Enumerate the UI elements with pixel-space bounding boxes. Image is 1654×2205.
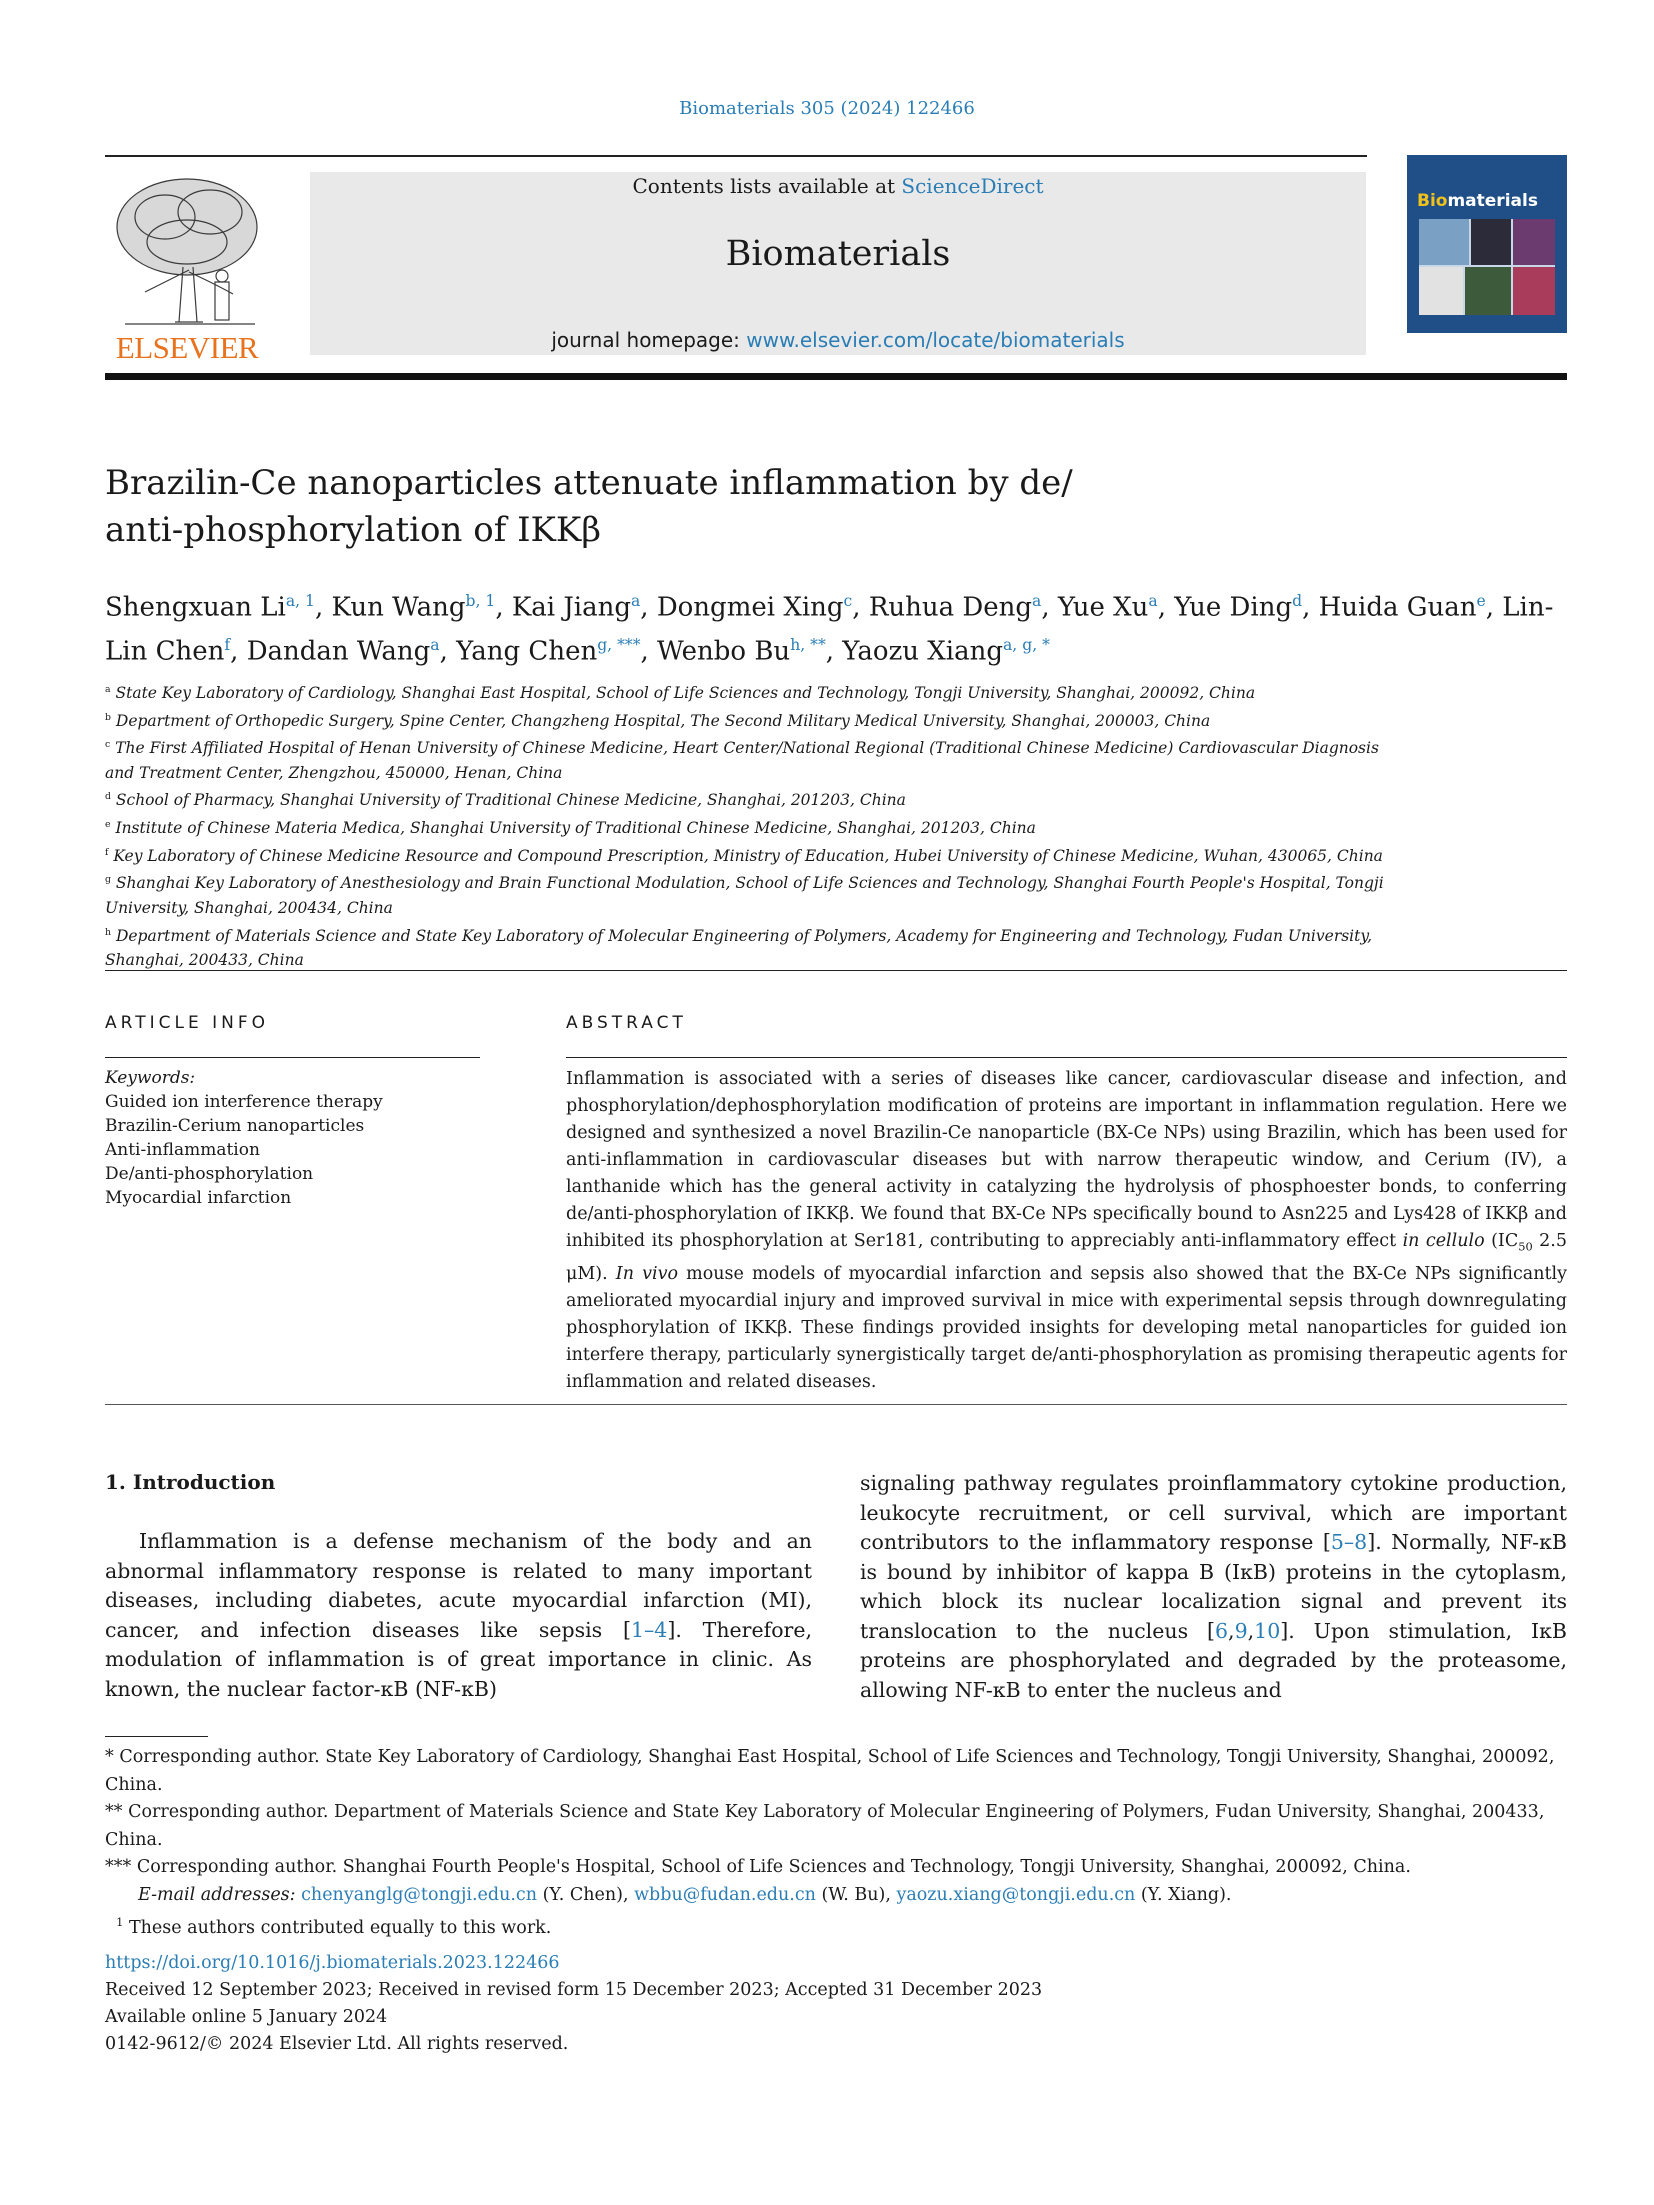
citation-link[interactable]: 1–4 <box>631 1617 668 1642</box>
author-affiliation-marker[interactable]: a <box>1148 592 1158 610</box>
introduction-left-column <box>105 1527 812 1704</box>
author-separator: , <box>230 636 247 667</box>
affiliation-key: b <box>105 711 111 723</box>
journal-cover-image[interactable] <box>1407 155 1567 355</box>
cover-title-rest: materials <box>1447 191 1538 211</box>
affiliation-key: c <box>105 739 111 751</box>
author-separator: , <box>1485 592 1503 623</box>
intro-text: Inflammation is a defense mechanism of the body and an abnormal inflammatory response is related to many important diseases, including diabetes, acute myocardial infarction (MI), cancer, and infection diseases like sepsis [ <box>105 1529 812 1642</box>
author-name[interactable]: Kun Wang <box>331 592 466 623</box>
abstract-part: mouse models of myocardial infarction and sepsis also showed that the BX-Ce NPs significantly ameliorated myocardial injury and improved survival in mice with experimental sepsis through downregulating phosphorylation of IKKβ. These findings provided insights for developing metal nanoparticles for guided ion interfere therapy, particularly synergistically target de/anti-phosphorylation as promising therapeutic agents for inflammation and related diseases. <box>566 1263 1567 1392</box>
journal-banner <box>310 172 1366 355</box>
author-affiliation-marker[interactable]: a <box>430 635 440 654</box>
email-label: E-mail addresses: <box>138 1884 302 1905</box>
author-affiliation-marker[interactable]: f <box>224 635 231 654</box>
title-line-2: anti-phosphorylation of IKKβ <box>105 510 601 550</box>
section-rule <box>105 970 1567 971</box>
affiliation-key: e <box>105 819 111 831</box>
affiliation-key: f <box>105 846 109 858</box>
author-separator: , <box>495 592 512 623</box>
author-separator: , <box>1157 592 1175 623</box>
author-name[interactable]: Shengxuan Li <box>105 592 286 623</box>
affiliation-item <box>105 921 1385 973</box>
email-owner: (Y. Chen), <box>537 1884 635 1905</box>
keyword-item: Myocardial infarction <box>105 1188 292 1208</box>
header-rule <box>105 155 1367 157</box>
citation-link[interactable]: 6 <box>1215 1618 1229 1643</box>
footnote-corresponding-2: ** Corresponding author. Department of Materials Science and State Key Laboratory of Molecular Engineering of Polymers, Fudan University, Shanghai, 200433, China. <box>105 1802 1545 1850</box>
article-info-rule <box>105 1057 480 1058</box>
affiliation-key: h <box>105 926 111 938</box>
affiliation-item <box>105 678 1385 706</box>
abstract-part: 2.5 μM). <box>566 1231 1568 1284</box>
author-name[interactable]: Dandan Wang <box>246 636 431 667</box>
abstract-part: Inflammation is associated with a series of diseases like cancer, cardiovascular disease and infection, and phosphorylation/dephosphorylation modification of proteins are important in inflammation regulation. Here we designed and synthesized a novel Brazilin-Ce nanoparticle (BX-Ce NPs) using Brazilin, which has been used for anti-inflammation in cardiovascular diseases but with narrow therapeutic window, and Cerium (IV), a lanthanide which has the general activity in catalyzing the hydrolysis of phosphoester bonds, to conferring de/anti-phosphorylation of IKKβ. We found that BX-Ce NPs specifically bound to Asn225 and Lys428 of IKKβ and inhibited its phosphorylation at Ser181, contributing to appreciably anti-inflammatory effect <box>566 1069 1567 1251</box>
affiliation-item <box>105 868 1385 920</box>
footnote-equal-contribution <box>105 1909 1567 1942</box>
affiliation-text: State Key Laboratory of Cardiology, Shanghai East Hospital, School of Life Sciences and Technology, Tongji University, Shanghai, 200092, China <box>115 684 1256 703</box>
affiliation-text: Key Laboratory of Chinese Medicine Resource and Compound Prescription, Ministry of Education, Hubei University of Chinese Medicine, Wuhan, 430065, China <box>113 846 1383 865</box>
email-addresses <box>105 1882 1567 1910</box>
intro-text: , <box>1228 1618 1235 1643</box>
abstract-heading: ABSTRACT <box>566 1013 687 1033</box>
abstract-subscript: 50 <box>1518 1239 1533 1254</box>
citation-link[interactable]: 10 <box>1254 1618 1281 1643</box>
article-info-heading: ARTICLE INFO <box>105 1013 269 1033</box>
author-affiliation-marker[interactable]: a <box>1032 592 1042 610</box>
keyword-item: Brazilin-Cerium nanoparticles <box>105 1116 365 1136</box>
affiliation-text: Department of Materials Science and State Key Laboratory of Molecular Engineering of Polymers, Academy for Engineering and Technology, Fudan University, Shanghai, 200433, China <box>105 926 1372 970</box>
email-link-bu[interactable]: wbbu@fudan.edu.cn <box>634 1884 816 1905</box>
author-separator: , <box>314 592 332 623</box>
intro-text: ]. Therefore, modulation of inflammation is of great importance in clinic. As known, the nuclear factor-κB (NF-κB) <box>105 1617 812 1701</box>
abstract-part: (IC <box>1484 1231 1519 1251</box>
intro-text: ]. Normally, NF-κB is bound by inhibitor of kappa B (IκB) proteins in the cytoplasm, which block its nuclear localization signal and prevent its translocation to the nucleus [ <box>860 1530 1567 1643</box>
author-name[interactable]: Kai Jiang <box>511 592 631 623</box>
author-affiliation-marker[interactable]: a, g, * <box>1003 635 1050 654</box>
affiliation-key: a <box>105 684 111 695</box>
abstract-italic: In vivo <box>615 1263 678 1284</box>
introduction-right-column <box>860 1469 1567 1705</box>
email-owner: (Y. Xiang). <box>1135 1884 1232 1905</box>
keywords-label: Keywords: <box>105 1068 196 1088</box>
affiliation-text: School of Pharmacy, Shanghai University of Traditional Chinese Medicine, Shanghai, 201203, China <box>115 791 906 810</box>
abstract-text <box>566 1066 1567 1396</box>
author-affiliation-marker[interactable]: a <box>630 592 641 610</box>
copyright: 0142-9612/© 2024 Elsevier Ltd. All rights reserved. <box>105 2034 569 2054</box>
author-separator: , <box>640 592 657 623</box>
homepage-line <box>310 328 1366 352</box>
affiliation-item <box>105 813 1385 841</box>
author-name[interactable]: Yue Ding <box>1174 592 1293 623</box>
contents-prefix: Contents lists available at <box>632 174 902 198</box>
author-name[interactable]: Lin-Lin Chen <box>105 592 1554 667</box>
author-name[interactable]: Dongmei Xing <box>656 592 844 623</box>
author-name[interactable]: Ruhua Deng <box>868 592 1033 623</box>
homepage-prefix: journal homepage: <box>551 328 747 352</box>
journal-citation-link[interactable]: Biomaterials 305 (2024) 122466 <box>679 98 975 119</box>
journal-name: Biomaterials <box>725 234 951 274</box>
cover-title <box>1417 191 1538 211</box>
affiliation-text: Shanghai Key Laboratory of Anesthesiology and Brain Functional Modulation, School of Life Sciences and Technology, Shanghai Fourth People's Hospital, Tongji University, Shanghai, 200434, China <box>105 874 1384 918</box>
email-owner: (W. Bu), <box>815 1884 897 1905</box>
abstract-italic: in cellulo <box>1402 1231 1485 1251</box>
header-thick-rule <box>105 373 1567 380</box>
author-affiliation-marker[interactable]: b, 1 <box>465 592 496 610</box>
author-separator: , <box>640 636 658 667</box>
keyword-item: De/anti-phosphorylation <box>105 1164 314 1184</box>
affiliation-text: The First Affiliated Hospital of Henan University of Chinese Medicine, Heart Center/National Regional (Traditional Chinese Medicine) Cardiovascular Diagnosis and Treatment Center, Zhengzhou, 450000, Henan, China <box>105 739 1379 782</box>
email-link-chen[interactable]: chenyanglg@tongji.edu.cn <box>301 1884 538 1905</box>
received-dates: Received 12 September 2023; Received in revised form 15 December 2023; Accepted 31 December 2023 <box>105 1980 1043 2000</box>
citation-link[interactable]: 5–8 <box>1330 1530 1368 1554</box>
author-affiliation-marker[interactable]: h, ** <box>790 635 826 654</box>
affiliation-item <box>105 841 1385 869</box>
affiliation-text: Department of Orthopedic Surgery, Spine Center, Changzheng Hospital, The Second Military Medical University, Shanghai, 200003, China <box>115 711 1211 730</box>
affiliation-item <box>105 733 1385 785</box>
author-name[interactable]: Yue Xu <box>1057 592 1149 623</box>
cover-footer <box>1407 333 1567 355</box>
author-name[interactable]: Yang Chen <box>456 636 598 667</box>
email-link-xiang[interactable]: yaozu.xiang@tongji.edu.cn <box>896 1884 1136 1905</box>
footnote-text: These authors contributed equally to this work. <box>123 1917 552 1938</box>
contents-line <box>310 174 1366 198</box>
affiliation-list <box>105 678 1385 973</box>
author-name[interactable]: Wenbo Bu <box>657 636 791 667</box>
affiliation-key: g <box>105 874 111 886</box>
author-name[interactable]: Yaozu Xiang <box>842 636 1004 667</box>
keyword-item: Anti-inflammation <box>105 1140 260 1160</box>
keyword-item: Guided ion interference therapy <box>105 1092 383 1112</box>
publication-info <box>105 1950 1105 2058</box>
footnote-rule <box>105 1736 208 1737</box>
citation-link[interactable]: 9 <box>1234 1618 1248 1643</box>
footnote-corresponding-3: *** Corresponding author. Shanghai Fourth People's Hospital, School of Life Sciences and Technology, Tongji University, Shanghai, 200092, China. <box>105 1857 1411 1877</box>
author-affiliation-marker[interactable]: d <box>1292 592 1303 610</box>
affiliation-key: d <box>105 791 111 803</box>
cover-title-bio: Bio <box>1417 191 1448 211</box>
author-affiliation-marker[interactable]: a, 1 <box>285 592 315 610</box>
affiliation-item <box>105 706 1385 734</box>
author-affiliation-marker[interactable]: c <box>843 592 853 610</box>
publisher-logo: ELSEVIER <box>115 330 259 365</box>
abstract-end-rule <box>105 1404 1567 1405</box>
author-separator: , <box>1302 592 1319 623</box>
author-separator: , <box>825 636 843 667</box>
author-separator: , <box>852 592 869 623</box>
footnote-corresponding-1: * Corresponding author. State Key Laboratory of Cardiology, Shanghai East Hospital, School of Life Sciences and Technology, Tongji University, Shanghai, 200092, China. <box>105 1747 1555 1795</box>
author-separator: , <box>1041 592 1058 623</box>
intro-text: signaling pathway regulates proinflammatory cytokine production, leukocyte recruitment, or cell survival, which are important contributors to the inflammatory response [ <box>860 1471 1567 1554</box>
intro-text: ]. Upon stimulation, IκB proteins are phosphorylated and degraded by the proteasome, allowing NF-κB to enter the nucleus and <box>860 1618 1567 1702</box>
affiliation-text: Institute of Chinese Materia Medica, Shanghai University of Traditional Chinese Medicine, Shanghai, 201203, China <box>115 819 1036 838</box>
footnotes <box>105 1744 1567 1942</box>
doi-link[interactable]: https://doi.org/10.1016/j.biomaterials.2023.122466 <box>105 1953 560 1973</box>
intro-text: , <box>1247 1618 1255 1643</box>
homepage-link[interactable]: www.elsevier.com/locate/biomaterials <box>746 328 1125 352</box>
footnote-marker: 1 <box>116 1915 124 1929</box>
author-list <box>105 583 1567 670</box>
author-affiliation-marker[interactable]: e <box>1476 592 1486 610</box>
author-name[interactable]: Huida Guan <box>1318 592 1477 623</box>
introduction-heading: 1. Introduction <box>105 1470 276 1494</box>
author-affiliation-marker[interactable]: g, *** <box>597 635 641 654</box>
abstract-rule <box>566 1057 1567 1058</box>
title-line-1: Brazilin-Ce nanoparticles attenuate inflammation by de/ <box>105 463 1073 503</box>
sciencedirect-link[interactable]: ScienceDirect <box>901 174 1044 198</box>
affiliation-item <box>105 785 1385 813</box>
author-separator: , <box>439 636 457 667</box>
keywords-block <box>105 1066 480 1210</box>
available-online: Available online 5 January 2024 <box>105 2007 388 2027</box>
cover-artwork <box>1419 219 1555 315</box>
article-title <box>105 460 1405 554</box>
